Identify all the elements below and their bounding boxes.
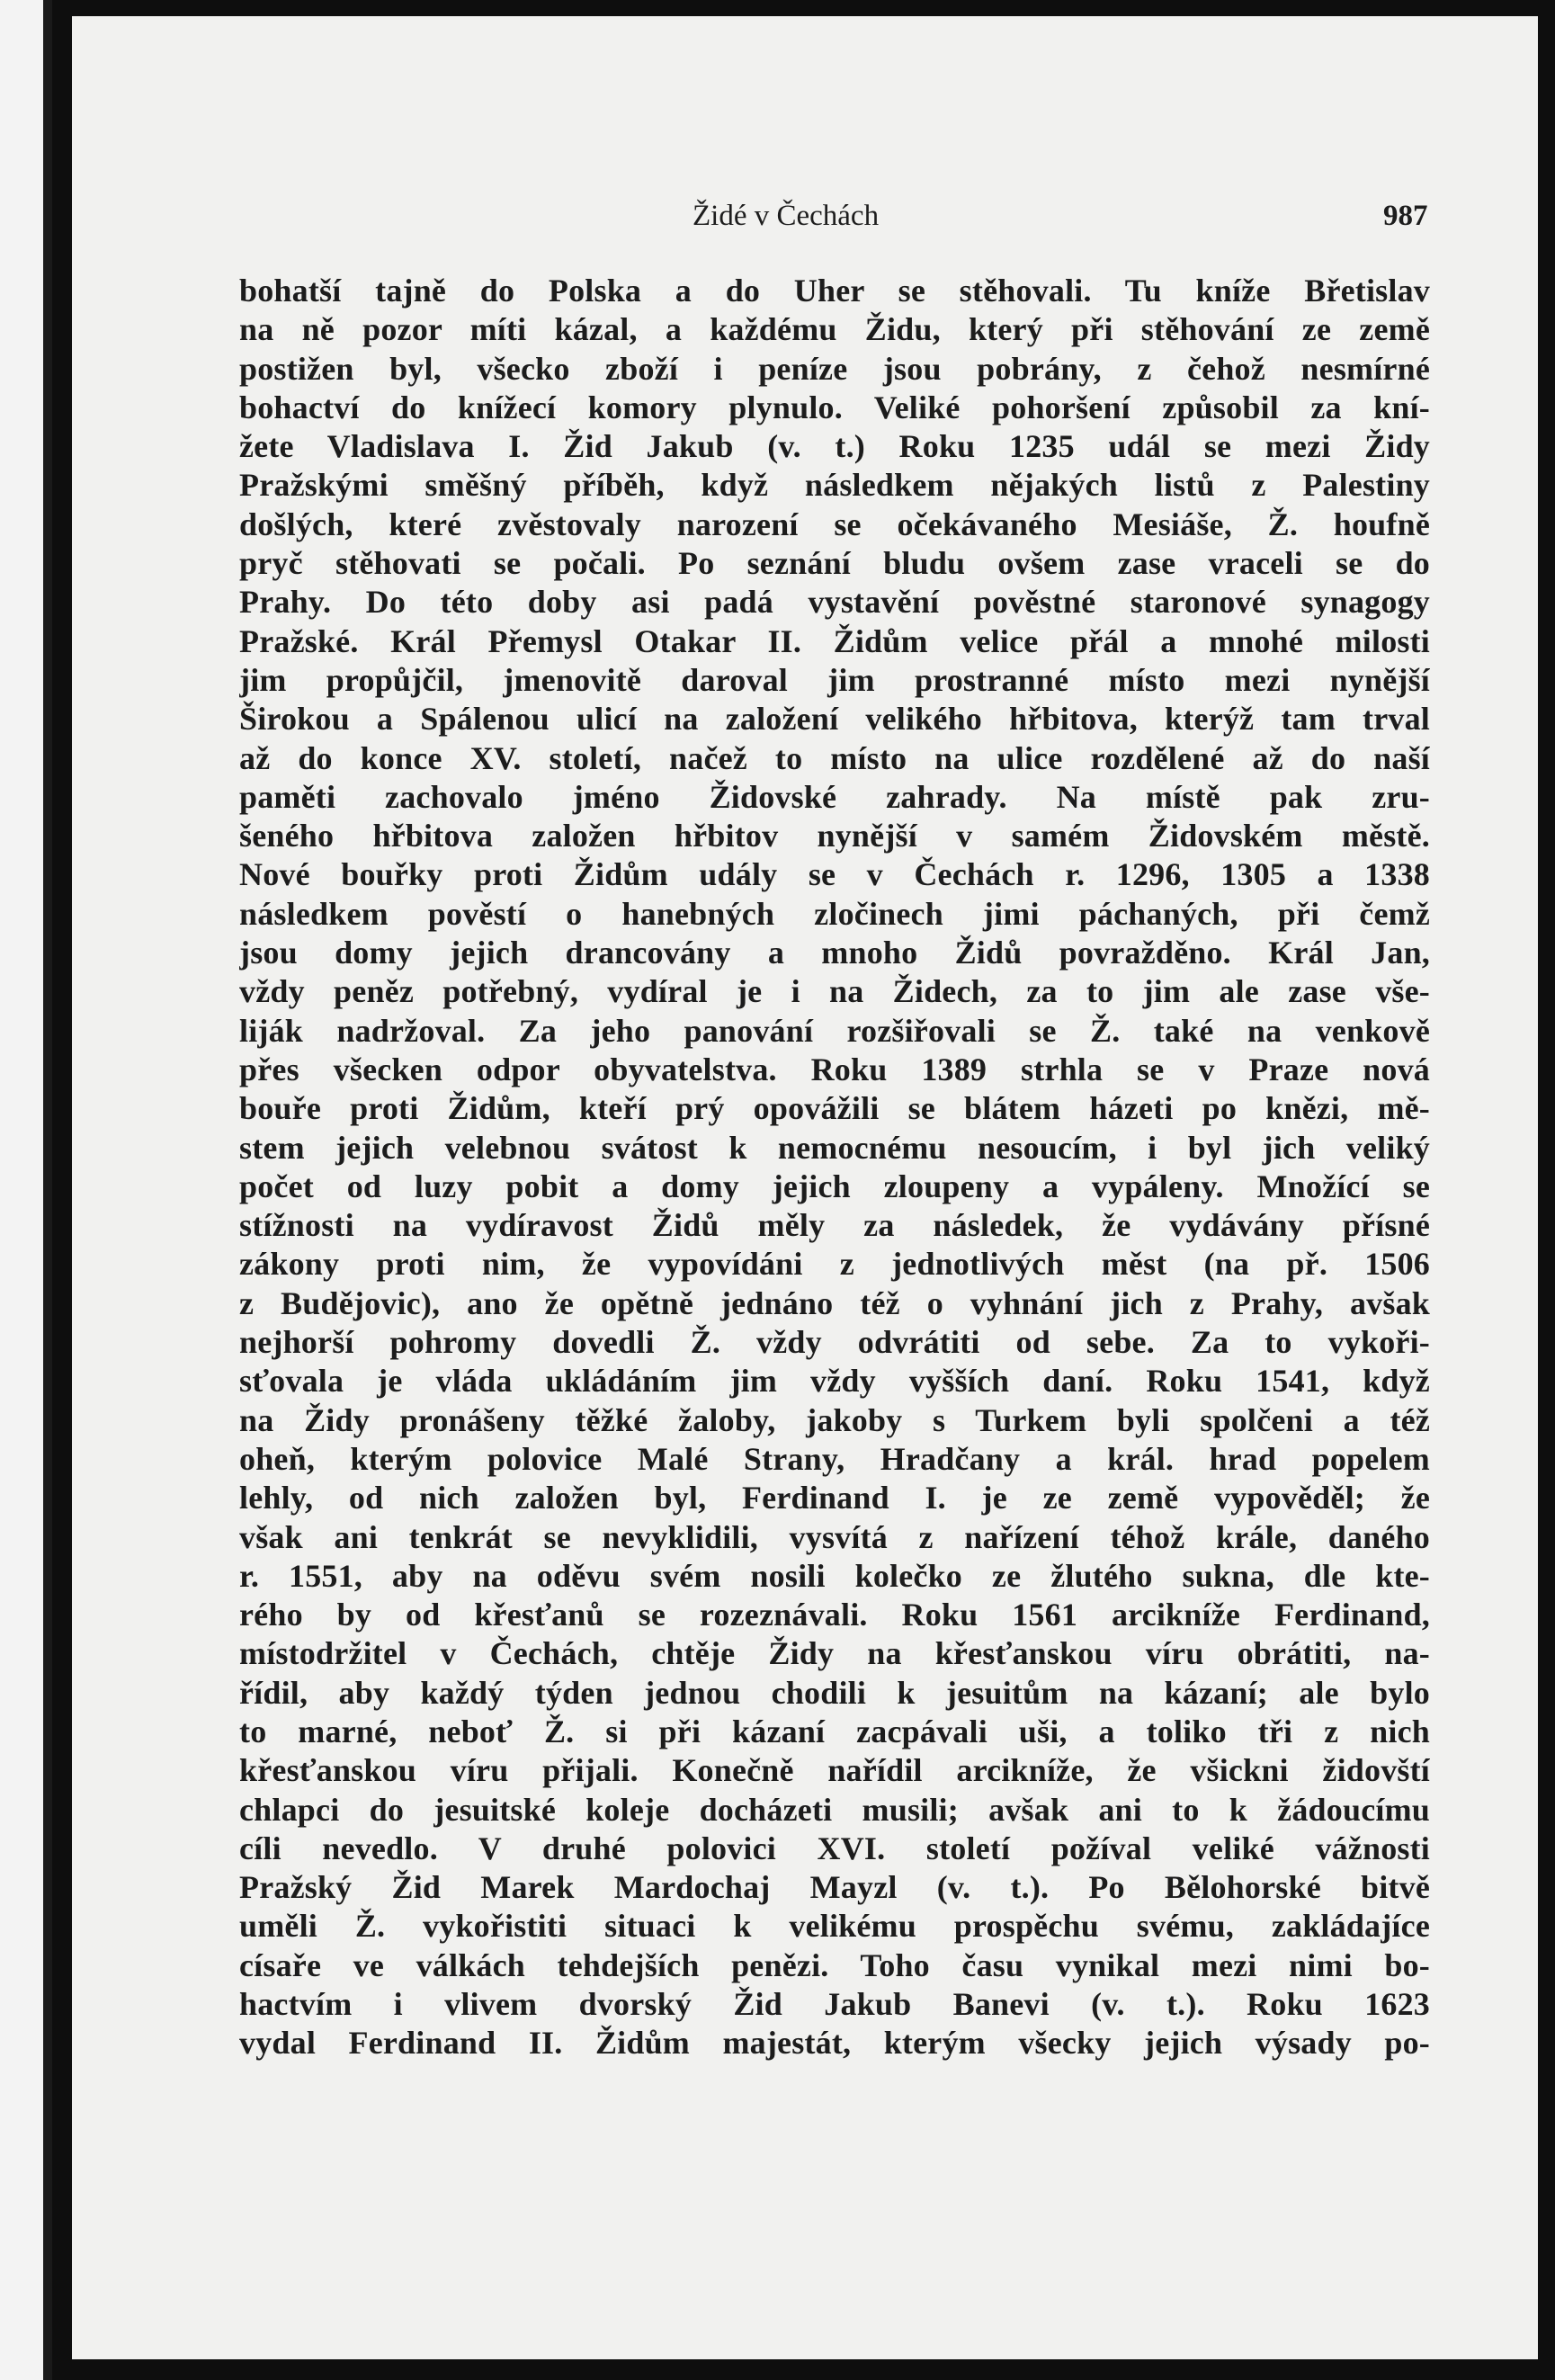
text-line: však ani tenkrát se nevyklidili, vysvítá z nařízení téhož krále, daného xyxy=(239,1518,1430,1555)
text-line: vydal Ferdinand II. Židům majestát, kterým všecky jejich výsady po- xyxy=(239,2025,1430,2062)
text-line: vždy peněz potřebný, vydíral je i na Židech, za to jim ale zase vše- xyxy=(239,973,1430,1010)
text-line: sťovala je vláda ukládáním jim vždy vyšších daní. Roku 1541, když xyxy=(239,1363,1430,1400)
text-line: bohatší tajně do Polska a do Uher se stěhovali. Tu kníže Břetislav xyxy=(239,273,1430,309)
text-line: liják nadržoval. Za jeho panování rozšiřovali se Ž. také na venkově xyxy=(239,1012,1430,1049)
text-line: stížnosti na vydíravost Židů měly za následek, že vydávány přísné xyxy=(239,1207,1430,1244)
text-line: uměli Ž. vykořistiti situaci k velikému prospěchu svému, zakládajíce xyxy=(239,1908,1430,1945)
text-line: to marné, neboť Ž. si při kázaní zacpávali uši, a toliko tři z nich xyxy=(239,1713,1430,1749)
text-line: šeného hřbitova založen hřbitov nynější v samém Židovském městě. xyxy=(239,818,1430,854)
body-text xyxy=(239,272,1430,2063)
text-line: císaře ve válkách tehdejších penězi. Toho času vynikal mezi nimi bo- xyxy=(239,1946,1430,1983)
text-line: na Židy pronášeny těžké žaloby, jakoby s Turkem byli spolčeni a též xyxy=(239,1401,1430,1438)
text-line: paměti zachovalo jméno Židovské zahrady. Na místě pak zru- xyxy=(239,778,1430,815)
text-line: na ně pozor míti kázal, a každému Židu, který při stěhování ze země xyxy=(239,311,1430,348)
text-line: Pražský Žid Marek Mardochaj Mayzl (v. t.). Po Bělohorské bitvě xyxy=(239,1869,1430,1906)
page-gutter-shadow xyxy=(43,0,52,2380)
text-line: hactvím i vlivem dvorský Žid Jakub Banevi (v. t.). Roku 1623 xyxy=(239,1986,1430,2023)
text-line: Nové bouřky proti Židům udály se v Čechách r. 1296, 1305 a 1338 xyxy=(239,856,1430,893)
text-line: z Budějovic), ano že opětně jednáno též o vyhnání jich z Prahy, avšak xyxy=(239,1284,1430,1321)
text-line: došlých, které zvěstovaly narození se očekávaného Mesiáše, Ž. houfně xyxy=(239,506,1430,542)
running-header xyxy=(72,187,1538,241)
text-line: jim propůjčil, jmenovitě daroval jim prostranné místo mezi nynější xyxy=(239,661,1430,698)
text-line: následkem pověstí o hanebných zločinech jimi páchaných, při čemž xyxy=(239,895,1430,932)
text-line: rého by od křesťanů se rozeznávali. Roku 1561 arcikníže Ferdinand, xyxy=(239,1597,1430,1633)
text-line: křesťanskou víru přijali. Konečně nařídil arcikníže, že všickni židovští xyxy=(239,1752,1430,1789)
text-line: chlapci do jesuitské koleje docházeti musili; avšak ani to k žádoucímu xyxy=(239,1791,1430,1828)
text-line: počet od luzy pobit a domy jejich zloupeny a vypáleny. Množící se xyxy=(239,1168,1430,1204)
adjacent-page-edge xyxy=(0,0,52,2380)
text-line: zákony proti nim, že vypovídáni z jednotlivých měst (na př. 1506 xyxy=(239,1246,1430,1283)
text-line: místodržitel v Čechách, chtěje Židy na křesťanskou víru obrátiti, na- xyxy=(239,1635,1430,1672)
text-line: r. 1551, aby na oděvu svém nosili kolečko ze žlutého sukna, dle kte- xyxy=(239,1557,1430,1594)
text-line: oheň, kterým polovice Malé Strany, Hradčany a král. hrad popelem xyxy=(239,1440,1430,1477)
text-line: bouře proti Židům, kteří prý opovážili se blátem házeti po knězi, mě- xyxy=(239,1090,1430,1127)
text-line: pryč stěhovati se počali. Po seznání bludu ovšem zase vraceli se do xyxy=(239,545,1430,582)
text-line: lehly, od nich založen byl, Ferdinand I. je ze země vypověděl; že xyxy=(239,1480,1430,1517)
text-line: Pražskými směšný příběh, když následkem nějakých listů z Palestiny xyxy=(239,467,1430,504)
text-line: řídil, aby každý týden jednou chodili k jesuitům na kázaní; ale bylo xyxy=(239,1674,1430,1711)
text-line: nejhorší pohromy dovedli Ž. vždy odvrátiti od sebe. Za to vykoři- xyxy=(239,1324,1430,1361)
text-line: žete Vladislava I. Žid Jakub (v. t.) Roku 1235 udál se mezi Židy xyxy=(239,428,1430,465)
text-line: postižen byl, všecko zboží i peníze jsou pobrány, z čehož nesmírné xyxy=(239,350,1430,387)
text-line: až do konce XV. století, načež to místo na ulice rozdělené až do naší xyxy=(239,739,1430,776)
running-title: Židé v Čechách xyxy=(693,200,880,232)
text-line: Prahy. Do této doby asi padá vystavění pověstné staronové synagogy xyxy=(239,584,1430,621)
text-line: cíli nevedlo. V druhé polovici XVI. století požíval veliké vážnosti xyxy=(239,1830,1430,1866)
text-line: Širokou a Spálenou ulicí na založení velikého hřbitova, kterýž tam trval xyxy=(239,701,1430,738)
book-page xyxy=(72,16,1538,2359)
text-line: bohactví do knížecí komory plynulo. Veliké pohoršení způsobil za kní- xyxy=(239,389,1430,425)
page-number: 987 xyxy=(1383,200,1428,232)
text-line: jsou domy jejich drancovány a mnoho Židů povražděno. Král Jan, xyxy=(239,935,1430,971)
text-line: Pražské. Král Přemysl Otakar II. Židům velice přál a mnohé milosti xyxy=(239,622,1430,659)
text-line: přes všecken odpor obyvatelstva. Roku 1389 strhla se v Praze nová xyxy=(239,1051,1430,1087)
text-line: stem jejich velebnou svátost k nemocnému nesoucím, i byl jich veliký xyxy=(239,1129,1430,1166)
